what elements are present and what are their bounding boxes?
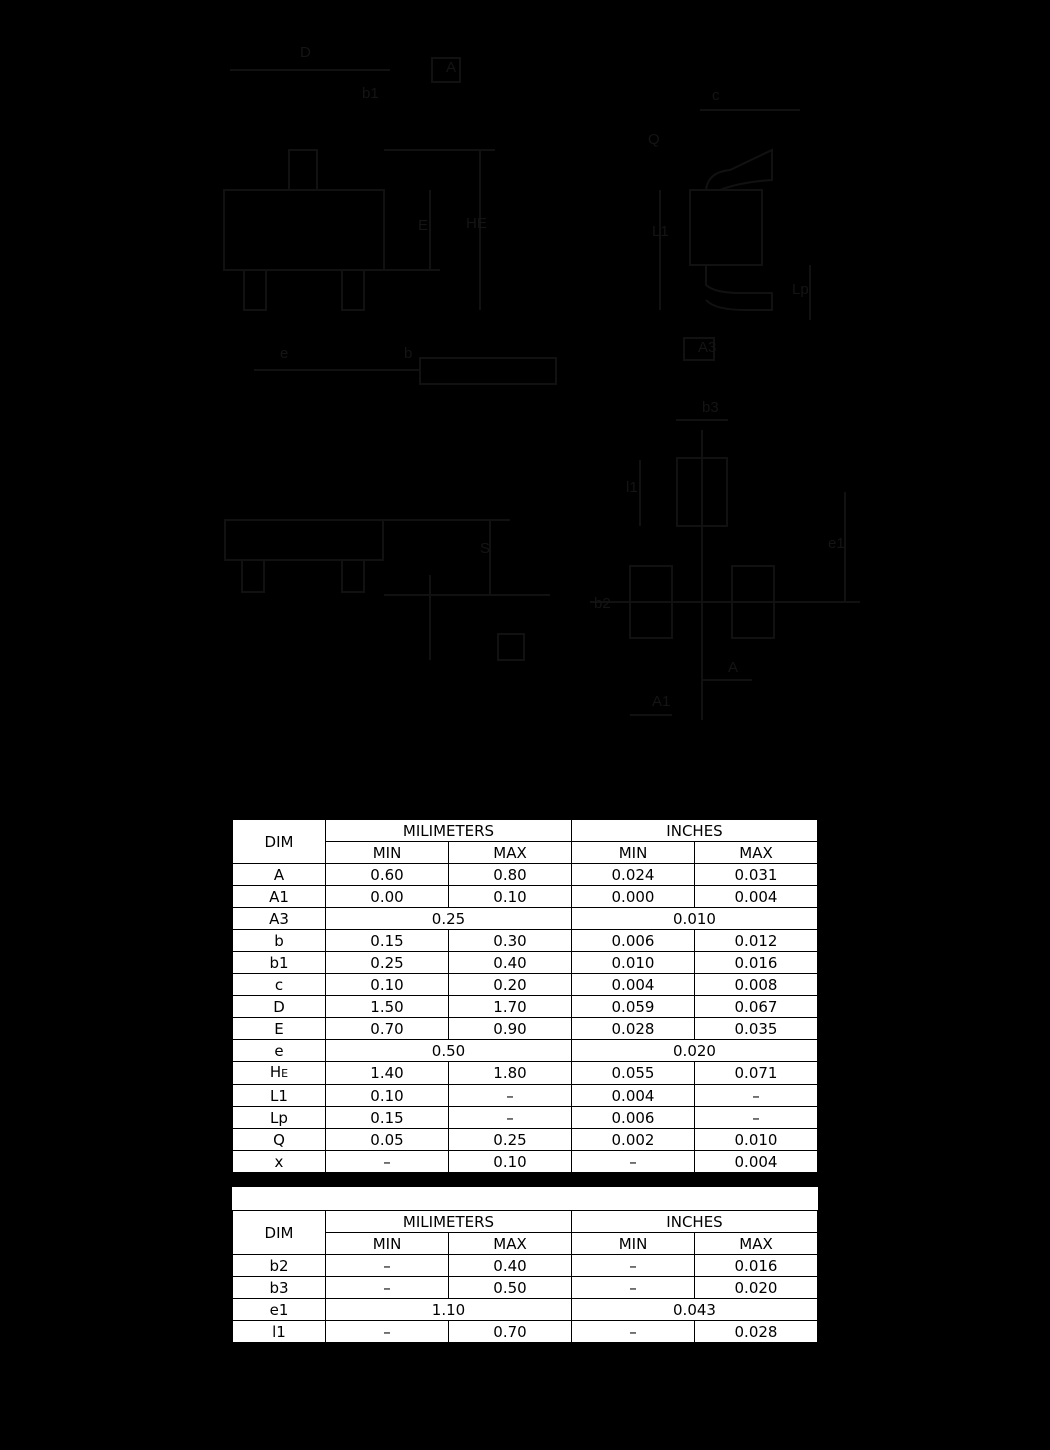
mm-min-header: MIN	[326, 842, 449, 864]
dim-symbol: A	[273, 865, 285, 884]
in-min-cell: 0.004	[572, 974, 695, 996]
dim-cell	[233, 864, 326, 886]
dimension-label: b	[404, 345, 413, 362]
dim-symbol: D	[273, 997, 285, 1016]
inches-header: INCHES	[572, 820, 818, 842]
mm-min-cell: –	[326, 1321, 449, 1343]
dim-cell	[233, 974, 326, 996]
top-view-lead-right	[342, 270, 364, 310]
mm-max-cell: 0.50	[449, 1277, 572, 1299]
dim-cell	[233, 1151, 326, 1173]
dim-symbol: L1	[270, 1086, 288, 1105]
dim-symbol: b3	[269, 1278, 289, 1297]
dimension-label: D	[300, 44, 311, 61]
mm-max-header: MAX	[449, 1233, 572, 1255]
mm-min-cell: 0.15	[326, 1107, 449, 1129]
in-min-cell: 0.006	[572, 1107, 695, 1129]
dim-cell	[233, 1107, 326, 1129]
dim-symbol: e	[274, 1041, 284, 1060]
top-view-lead-left	[244, 270, 266, 310]
side-view-lead	[706, 150, 772, 190]
dimension-label: c	[712, 87, 720, 104]
dimension-label: L1	[652, 223, 669, 240]
table-header-row	[233, 820, 818, 842]
millimeters-header: MILIMETERS	[326, 820, 572, 842]
mm-max-cell: 0.10	[449, 886, 572, 908]
dim-cell	[233, 952, 326, 974]
dim-cell	[233, 1255, 326, 1277]
in-min-header: MIN	[572, 1233, 695, 1255]
dimension-label: e	[280, 345, 289, 362]
in-min-cell: 0.024	[572, 864, 695, 886]
mm-min-cell: 1.40	[326, 1062, 449, 1085]
dim-symbol: c	[274, 975, 284, 994]
dimension-table-main	[232, 819, 818, 1173]
table-row	[233, 952, 818, 974]
dim-symbol: b2	[269, 1256, 289, 1275]
dim-cell	[233, 908, 326, 930]
dimension-label: Q	[648, 131, 660, 148]
in-max-header: MAX	[695, 1233, 818, 1255]
dim-symbol: Lp	[270, 1108, 288, 1127]
in-min-cell: 0.000	[572, 886, 695, 908]
in-max-cell: 0.016	[695, 952, 818, 974]
end-view-lead-right	[342, 560, 364, 592]
mm-min-cell: 0.70	[326, 1018, 449, 1040]
in-min-cell: 0.055	[572, 1062, 695, 1085]
in-max-cell: 0.010	[695, 1129, 818, 1151]
mm-min-cell: 0.60	[326, 864, 449, 886]
dimension-label: e1	[828, 535, 845, 552]
dim-symbol: b	[274, 931, 284, 950]
in-max-cell: 0.004	[695, 886, 818, 908]
table-row	[233, 1129, 818, 1151]
dim-symbol: Q	[273, 1130, 285, 1149]
mm-max-header: MAX	[449, 842, 572, 864]
dim-symbol: e1	[269, 1300, 289, 1319]
table-row	[233, 1040, 818, 1062]
dim-cell	[233, 886, 326, 908]
table-row	[233, 974, 818, 996]
end-view-lead-left	[242, 560, 264, 592]
mm-min-cell: 0.25	[326, 952, 449, 974]
table-row	[233, 930, 818, 952]
in-min-cell: 0.059	[572, 996, 695, 1018]
mm-nominal-cell: 1.10	[326, 1299, 572, 1321]
dimension-label: A3	[698, 339, 717, 356]
mm-min-cell: 0.10	[326, 974, 449, 996]
mm-nominal-cell: 0.25	[326, 908, 572, 930]
table-row	[233, 886, 818, 908]
dim-cell	[233, 1299, 326, 1321]
in-min-cell: 0.028	[572, 1018, 695, 1040]
table-row	[233, 1062, 818, 1085]
mm-min-cell: 0.15	[326, 930, 449, 952]
dim-cell	[233, 1085, 326, 1107]
dimension-label: l1	[626, 479, 638, 496]
top-view-body	[224, 190, 384, 270]
table-row	[233, 1277, 818, 1299]
mm-max-cell: 0.40	[449, 1255, 572, 1277]
side-view-body	[690, 190, 762, 265]
mm-max-cell: 0.30	[449, 930, 572, 952]
mm-max-cell: 0.70	[449, 1321, 572, 1343]
dimension-label: E	[418, 217, 429, 234]
in-max-cell: 0.020	[695, 1277, 818, 1299]
in-max-cell: 0.008	[695, 974, 818, 996]
dimension-table-footprint	[232, 1210, 818, 1343]
mm-min-cell: 0.00	[326, 886, 449, 908]
dimension-label: b3	[702, 399, 719, 416]
in-max-cell: 0.035	[695, 1018, 818, 1040]
table-row	[233, 1151, 818, 1173]
mm-min-cell: 1.50	[326, 996, 449, 1018]
table-row	[233, 1018, 818, 1040]
dim-symbol: A1	[269, 887, 289, 906]
in-max-cell: 0.016	[695, 1255, 818, 1277]
mm-min-cell: –	[326, 1151, 449, 1173]
inches-header: INCHES	[572, 1211, 818, 1233]
dim-symbol: l1	[272, 1322, 286, 1341]
tolerance-frame	[420, 358, 556, 384]
table-row	[233, 1107, 818, 1129]
dim-symbol: x	[274, 1152, 284, 1171]
table-row	[233, 1085, 818, 1107]
dimension-label: A1	[652, 693, 671, 710]
mm-min-cell: –	[326, 1277, 449, 1299]
table-row	[233, 1321, 818, 1343]
mm-max-cell: 0.90	[449, 1018, 572, 1040]
dimension-label: b1	[362, 85, 379, 102]
mm-max-cell: –	[449, 1085, 572, 1107]
dimension-label: b2	[594, 595, 611, 612]
in-min-cell: –	[572, 1151, 695, 1173]
end-view-body	[225, 520, 383, 560]
mm-max-cell: 0.25	[449, 1129, 572, 1151]
table-row	[233, 864, 818, 886]
in-nominal-cell: 0.020	[572, 1040, 818, 1062]
mm-max-cell: 0.80	[449, 864, 572, 886]
in-min-cell: –	[572, 1321, 695, 1343]
dim-cell	[233, 1040, 326, 1062]
in-nominal-cell: 0.043	[572, 1299, 818, 1321]
dim-cell	[233, 996, 326, 1018]
in-max-cell: 0.004	[695, 1151, 818, 1173]
table-header-row	[233, 1211, 818, 1233]
mm-max-cell: 0.40	[449, 952, 572, 974]
dim-header: DIM	[233, 820, 326, 864]
dim-cell	[233, 1129, 326, 1151]
dim-header: DIM	[233, 1211, 326, 1255]
in-min-header: MIN	[572, 842, 695, 864]
dimension-label: A	[446, 59, 457, 76]
table-row	[233, 908, 818, 930]
in-max-cell: 0.071	[695, 1062, 818, 1085]
in-min-cell: 0.010	[572, 952, 695, 974]
mm-nominal-cell: 0.50	[326, 1040, 572, 1062]
mm-min-header: MIN	[326, 1233, 449, 1255]
in-min-cell: 0.002	[572, 1129, 695, 1151]
dimension-label: Lp	[792, 281, 809, 298]
table-row	[233, 996, 818, 1018]
dim-symbol: E	[274, 1019, 284, 1038]
table-row	[233, 1255, 818, 1277]
in-max-cell: 0.031	[695, 864, 818, 886]
mm-min-cell: 0.10	[326, 1085, 449, 1107]
dimension-label: S	[480, 540, 491, 557]
dim-symbol: b1	[269, 953, 289, 972]
dimension-label: HE	[466, 215, 487, 232]
table-spacer	[232, 1187, 818, 1210]
dim-cell	[233, 930, 326, 952]
mm-min-cell: –	[326, 1255, 449, 1277]
mm-max-cell: –	[449, 1107, 572, 1129]
table-row	[233, 1299, 818, 1321]
in-max-cell: 0.067	[695, 996, 818, 1018]
dim-cell	[233, 1277, 326, 1299]
datum-s-box	[498, 634, 524, 660]
in-max-cell: –	[695, 1085, 818, 1107]
dim-symbol: A3	[269, 909, 289, 928]
in-min-cell: 0.006	[572, 930, 695, 952]
mm-max-cell: 0.10	[449, 1151, 572, 1173]
top-view-lead-top	[289, 150, 317, 190]
in-max-cell: 0.012	[695, 930, 818, 952]
dim-cell	[233, 1062, 326, 1085]
in-max-cell: –	[695, 1107, 818, 1129]
dim-cell	[233, 1321, 326, 1343]
dim-subscript: E	[281, 1067, 289, 1080]
dimension-label: A	[728, 659, 739, 676]
in-nominal-cell: 0.010	[572, 908, 818, 930]
dim-cell	[233, 1018, 326, 1040]
mm-min-cell: 0.05	[326, 1129, 449, 1151]
in-min-cell: 0.004	[572, 1085, 695, 1107]
in-max-header: MAX	[695, 842, 818, 864]
millimeters-header: MILIMETERS	[326, 1211, 572, 1233]
in-min-cell: –	[572, 1255, 695, 1277]
mm-max-cell: 1.80	[449, 1062, 572, 1085]
mm-max-cell: 1.70	[449, 996, 572, 1018]
dim-symbol: H	[269, 1063, 282, 1081]
mm-max-cell: 0.20	[449, 974, 572, 996]
in-min-cell: –	[572, 1277, 695, 1299]
in-max-cell: 0.028	[695, 1321, 818, 1343]
